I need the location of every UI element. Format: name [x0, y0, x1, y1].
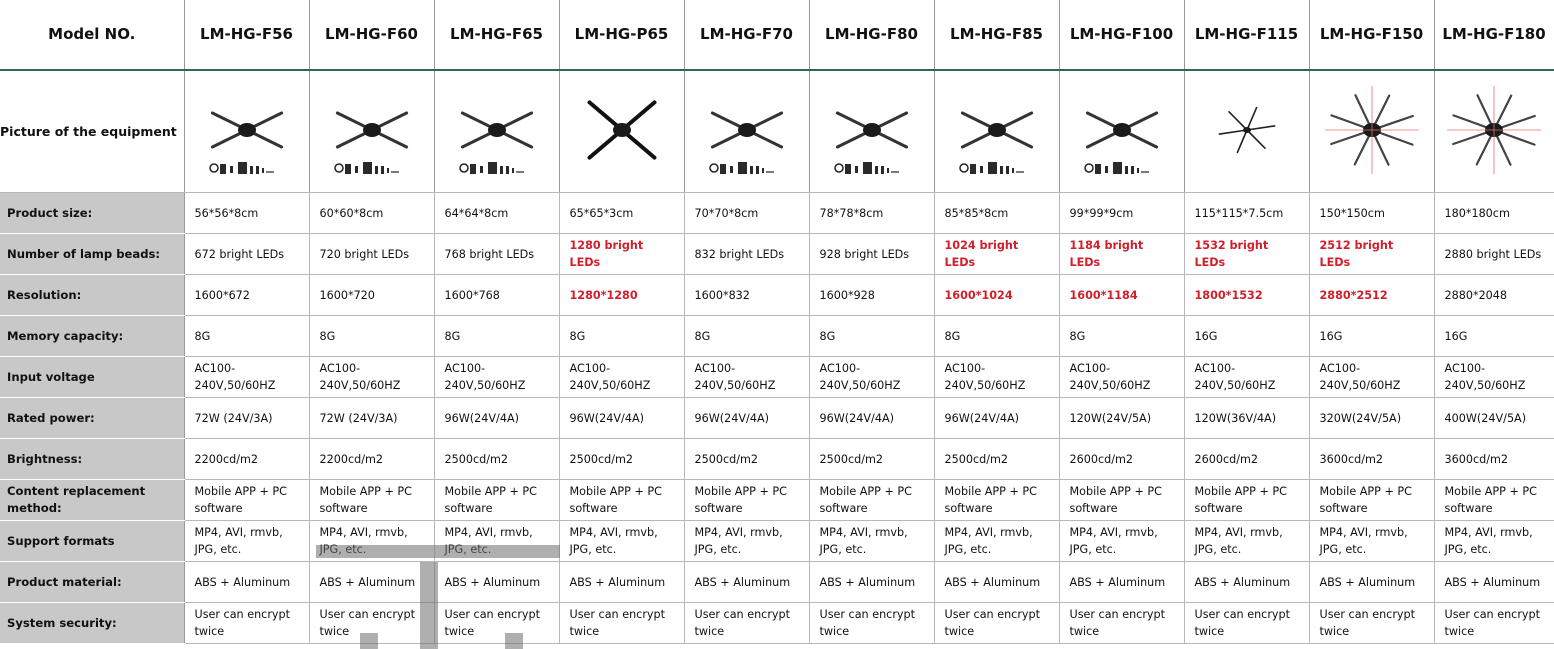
spec-row: [0, 480, 1554, 521]
spec-value: 96W(24V/4A): [559, 398, 684, 439]
spec-value: 96W(24V/4A): [684, 398, 809, 439]
spec-value: 99*99*9cm: [1059, 193, 1184, 234]
header-label: Model NO.: [0, 0, 184, 70]
equipment-image-cell: [184, 70, 309, 193]
spec-value: 56*56*8cm: [184, 193, 309, 234]
spec-value: 3600cd/m2: [1434, 439, 1554, 480]
spec-value: 1600*928: [809, 275, 934, 316]
spec-value: ABS + Aluminum: [1434, 562, 1554, 603]
equipment-image-cell: [934, 70, 1059, 193]
spec-value: 2500cd/m2: [434, 439, 559, 480]
spec-value: AC100-240V,50/60HZ: [1184, 357, 1309, 398]
spec-row: [0, 275, 1554, 316]
spec-value: 1280 bright LEDs: [559, 234, 684, 275]
spec-value: User can encrypt twice: [684, 603, 809, 644]
spec-value: 1024 bright LEDs: [934, 234, 1059, 275]
spec-value: MP4, AVI, rmvb, JPG, etc.: [684, 521, 809, 562]
hologram-fan-icon: [817, 82, 927, 182]
spec-value: 1280*1280: [559, 275, 684, 316]
model-name: LM-HG-F65: [434, 0, 559, 70]
spec-value: 2880*2048: [1434, 275, 1554, 316]
spec-value: ABS + Aluminum: [684, 562, 809, 603]
spec-value: 8G: [559, 316, 684, 357]
spec-value: 60*60*8cm: [309, 193, 434, 234]
spec-value: AC100-240V,50/60HZ: [1434, 357, 1554, 398]
spec-value: ABS + Aluminum: [1184, 562, 1309, 603]
spec-value: AC100-240V,50/60HZ: [434, 357, 559, 398]
spec-value: Mobile APP + PC software: [1309, 480, 1434, 521]
spec-row: [0, 316, 1554, 357]
spec-label: Content replacement method:: [0, 480, 184, 521]
equipment-image-cell: [434, 70, 559, 193]
spec-value: ABS + Aluminum: [934, 562, 1059, 603]
spec-label: Memory capacity:: [0, 316, 184, 357]
spec-row: [0, 234, 1554, 275]
spec-value: MP4, AVI, rmvb, JPG, etc.: [934, 521, 1059, 562]
spec-value: MP4, AVI, rmvb, JPG, etc.: [1184, 521, 1309, 562]
spec-row: [0, 439, 1554, 480]
hologram-fan-icon: [1439, 82, 1549, 182]
spec-value: 72W (24V/3A): [184, 398, 309, 439]
spec-value: 2200cd/m2: [184, 439, 309, 480]
spec-value: Mobile APP + PC software: [809, 480, 934, 521]
spec-value: Mobile APP + PC software: [684, 480, 809, 521]
spec-row: [0, 603, 1554, 644]
spec-value: 150*150cm: [1309, 193, 1434, 234]
spec-value: 1600*1024: [934, 275, 1059, 316]
spec-row: [0, 357, 1554, 398]
spec-label: Brightness:: [0, 439, 184, 480]
spec-label: System security:: [0, 603, 184, 644]
equipment-image-cell: [1309, 70, 1434, 193]
spec-value: AC100-240V,50/60HZ: [559, 357, 684, 398]
spec-value: Mobile APP + PC software: [1184, 480, 1309, 521]
spec-value: AC100-240V,50/60HZ: [934, 357, 1059, 398]
spec-value: 2880*2512: [1309, 275, 1434, 316]
spec-value: 1600*720: [309, 275, 434, 316]
spec-value: 1600*768: [434, 275, 559, 316]
spec-value: ABS + Aluminum: [1059, 562, 1184, 603]
spec-value: MP4, AVI, rmvb,: [434, 521, 559, 562]
model-name: LM-HG-F70: [684, 0, 809, 70]
spec-value: 2500cd/m2: [684, 439, 809, 480]
spec-value: MP4, AVI, rmvb, JPG, etc.: [809, 521, 934, 562]
hologram-fan-icon: [192, 82, 302, 182]
spec-value: User can encrypt twice: [1184, 603, 1309, 644]
spec-value: 2600cd/m2: [1184, 439, 1309, 480]
spec-value: 8G: [184, 316, 309, 357]
model-name: LM-HG-F180: [1434, 0, 1554, 70]
spec-value: 1600*832: [684, 275, 809, 316]
model-name: LM-HG-F56: [184, 0, 309, 70]
model-name: LM-HG-F150: [1309, 0, 1434, 70]
spec-value: 8G: [934, 316, 1059, 357]
spec-value: User can encrypt twice: [184, 603, 309, 644]
hologram-fan-icon: [1317, 82, 1427, 182]
spec-value: Mobile APP + PC software: [1434, 480, 1554, 521]
spec-value: 2500cd/m2: [559, 439, 684, 480]
spec-value: Mobile APP + PC software: [309, 480, 434, 521]
spec-value: MP4, AVI, rmvb, JPG, etc.: [184, 521, 309, 562]
spec-value: 8G: [809, 316, 934, 357]
spec-value: 2512 bright LEDs: [1309, 234, 1434, 275]
model-name: LM-HG-F80: [809, 0, 934, 70]
spec-value: 96W(24V/4A): [809, 398, 934, 439]
spec-value: 8G: [309, 316, 434, 357]
equipment-image-cell: [1059, 70, 1184, 193]
picture-label: Picture of the equipment: [0, 70, 184, 193]
equipment-image-cell: [684, 70, 809, 193]
spec-value: Mobile APP + PC software: [934, 480, 1059, 521]
spec-value: ABS + Aluminum: [309, 562, 434, 603]
equipment-image-cell: [559, 70, 684, 193]
spec-value: ABS + Aluminum: [434, 562, 559, 603]
spec-value: 1600*1184: [1059, 275, 1184, 316]
model-name: LM-HG-P65: [559, 0, 684, 70]
spec-value: 16G: [1184, 316, 1309, 357]
spec-value: AC100-240V,50/60HZ: [1309, 357, 1434, 398]
watermark-stroke: [505, 633, 523, 649]
spec-value: 320W(24V/5A): [1309, 398, 1434, 439]
spec-value: MP4, AVI, rmvb,: [309, 521, 434, 562]
spec-value: MP4, AVI, rmvb, JPG, etc.: [1434, 521, 1554, 562]
spec-value: User can encrypt twice: [934, 603, 1059, 644]
spec-value: MP4, AVI, rmvb, JPG, etc.: [1309, 521, 1434, 562]
spec-value: 8G: [1059, 316, 1184, 357]
equipment-image-cell: [309, 70, 434, 193]
header-row: [0, 0, 1554, 70]
spec-value: ABS + Aluminum: [1309, 562, 1434, 603]
equipment-image-cell: [1434, 70, 1554, 193]
spec-value: 2500cd/m2: [934, 439, 1059, 480]
watermark-bar: [316, 545, 560, 558]
spec-value: AC100-240V,50/60HZ: [684, 357, 809, 398]
spec-value: User can encrypt twice: [1309, 603, 1434, 644]
spec-value: 832 bright LEDs: [684, 234, 809, 275]
spec-value: 720 bright LEDs: [309, 234, 434, 275]
spec-value: 1532 bright LEDs: [1184, 234, 1309, 275]
spec-value: AC100-240V,50/60HZ: [809, 357, 934, 398]
spec-label: Resolution:: [0, 275, 184, 316]
hologram-fan-icon: [317, 82, 427, 182]
spec-value: 2600cd/m2: [1059, 439, 1184, 480]
spec-value: Mobile APP + PC software: [184, 480, 309, 521]
spec-value: User can encrypt twice: [434, 603, 559, 644]
spec-value: Mobile APP + PC software: [1059, 480, 1184, 521]
hologram-fan-icon: [1192, 82, 1302, 182]
spec-value: Mobile APP + PC software: [434, 480, 559, 521]
spec-value: 928 bright LEDs: [809, 234, 934, 275]
spec-row: [0, 562, 1554, 603]
model-name: LM-HG-F85: [934, 0, 1059, 70]
spec-value: 768 bright LEDs: [434, 234, 559, 275]
spec-value: 72W (24V/3A): [309, 398, 434, 439]
spec-value: 85*85*8cm: [934, 193, 1059, 234]
spec-value: AC100-240V,50/60HZ: [184, 357, 309, 398]
spec-value: 120W(36V/4A): [1184, 398, 1309, 439]
spec-value: User can encrypt twice: [559, 603, 684, 644]
spec-value: 16G: [1309, 316, 1434, 357]
spec-value: AC100-240V,50/60HZ: [309, 357, 434, 398]
spec-value: 180*180cm: [1434, 193, 1554, 234]
spec-value: User can encrypt twice: [309, 603, 434, 644]
spec-label: Product size:: [0, 193, 184, 234]
spec-value: 1800*1532: [1184, 275, 1309, 316]
spec-value: 64*64*8cm: [434, 193, 559, 234]
spec-row: [0, 398, 1554, 439]
hologram-fan-icon: [1067, 82, 1177, 182]
spec-value: 115*115*7.5cm: [1184, 193, 1309, 234]
spec-value: AC100-240V,50/60HZ: [1059, 357, 1184, 398]
spec-value: MP4, AVI, rmvb, JPG, etc.: [1059, 521, 1184, 562]
model-name: LM-HG-F100: [1059, 0, 1184, 70]
spec-label: Number of lamp beads:: [0, 234, 184, 275]
spec-label: Rated power:: [0, 398, 184, 439]
spec-value: 8G: [684, 316, 809, 357]
spec-value: User can encrypt twice: [1434, 603, 1554, 644]
equipment-image-cell: [1184, 70, 1309, 193]
hologram-fan-icon: [692, 82, 802, 182]
spec-label: Input voltage: [0, 357, 184, 398]
spec-value: 8G: [434, 316, 559, 357]
model-name: LM-HG-F115: [1184, 0, 1309, 70]
spec-value: 3600cd/m2: [1309, 439, 1434, 480]
spec-value: User can encrypt twice: [809, 603, 934, 644]
spec-value: 1184 bright LEDs: [1059, 234, 1184, 275]
spec-value: 120W(24V/5A): [1059, 398, 1184, 439]
spec-value: User can encrypt twice: [1059, 603, 1184, 644]
model-name: LM-HG-F60: [309, 0, 434, 70]
spec-label: Product material:: [0, 562, 184, 603]
watermark-stroke: [360, 633, 378, 649]
spec-value: ABS + Aluminum: [809, 562, 934, 603]
spec-value: 2880 bright LEDs: [1434, 234, 1554, 275]
spec-value: 78*78*8cm: [809, 193, 934, 234]
spec-value: 400W(24V/5A): [1434, 398, 1554, 439]
spec-value: 2200cd/m2: [309, 439, 434, 480]
spec-value: 2500cd/m2: [809, 439, 934, 480]
spec-value: 96W(24V/4A): [434, 398, 559, 439]
spec-row: [0, 193, 1554, 234]
picture-row: [0, 70, 1554, 193]
spec-label: Support formats: [0, 521, 184, 562]
spec-value: 70*70*8cm: [684, 193, 809, 234]
spec-value: ABS + Aluminum: [184, 562, 309, 603]
hologram-fan-icon: [942, 82, 1052, 182]
spec-row: [0, 521, 1554, 562]
spec-value: 65*65*3cm: [559, 193, 684, 234]
spec-value: 96W(24V/4A): [934, 398, 1059, 439]
watermark-stroke: [420, 562, 438, 649]
spec-value: 672 bright LEDs: [184, 234, 309, 275]
spec-value: ABS + Aluminum: [559, 562, 684, 603]
hologram-fan-icon: [442, 82, 552, 182]
spec-value: Mobile APP + PC software: [559, 480, 684, 521]
hologram-fan-icon: [567, 82, 677, 182]
equipment-image-cell: [809, 70, 934, 193]
spec-value: MP4, AVI, rmvb, JPG, etc.: [559, 521, 684, 562]
spec-value: 1600*672: [184, 275, 309, 316]
spec-value: 16G: [1434, 316, 1554, 357]
